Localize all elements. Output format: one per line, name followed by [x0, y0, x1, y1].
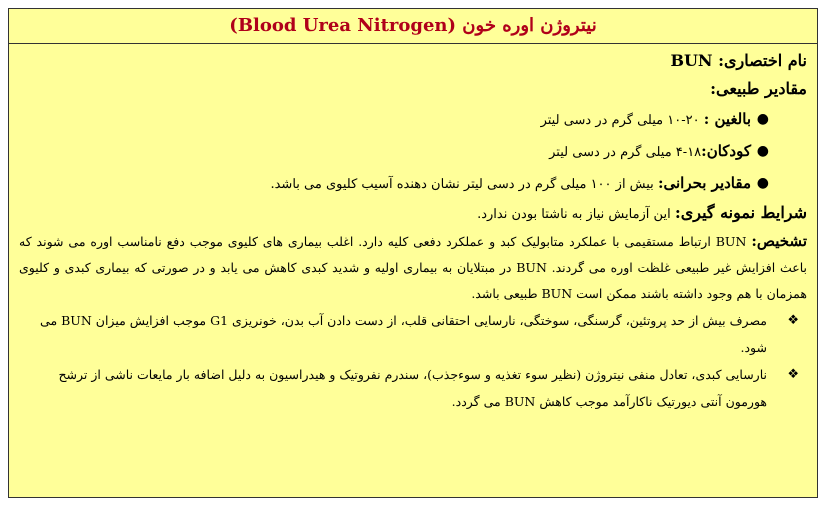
normal-heading-row — [19, 76, 807, 104]
note-text: مصرف بیش از حد پروتئین، گرسنگی، سوختگی، نارسایی احتقانی قلب، از دست دادن آب بدن، خونریزی G1 موجب افزایش میزان BUN می شود. — [40, 313, 767, 355]
sampling-label: شرایط نمونه گیری: — [674, 203, 807, 222]
diagnosis-paragraph — [19, 228, 807, 307]
list-item — [19, 361, 807, 415]
diagnosis-label: تشخیص: — [751, 232, 807, 250]
note-text: نارسایی کبدی، تعادل منفی نیتروژن (نظیر سوء تغذیه و سوءجذب)، سندرم نفروتیک و هیدراسیون به دلیل اضافه بار مایعات ناشی از ترشح هورمون آنتی دیورتیک ناکارآمد موجب کاهش BUN می گردد. — [58, 367, 767, 409]
disc-bullet-icon: ● — [756, 143, 769, 159]
sampling-row — [19, 200, 807, 228]
normal-values-heading: مقادیر طبیعی: — [710, 79, 807, 98]
sampling-text: این آزمایش نیاز به ناشتا بودن ندارد. — [477, 207, 675, 222]
info-card — [8, 8, 818, 498]
page-title: نیتروژن اوره خون (Blood Urea Nitrogen) — [9, 9, 817, 44]
critical-label: مقادیر بحرانی: — [657, 174, 751, 192]
abbrev-label: نام اختصاری: — [718, 51, 807, 70]
child-label: کودکان: — [701, 142, 751, 160]
abbrev-value: BUN — [670, 51, 719, 70]
diagnosis-text: BUN ارتباط مستقیمی با عملکرد متابولیک کبد و عملکرد دفعی کلیه دارد. اغلب بیماری های کلیوی موجب دفع نامناسب اوره می شوند که باعث افزایش غیر طبیعی غلظت اوره می گردند. BUN در مبتلایان به بیماری اولیه و شدید کبدی کاهش می یابد و در صورتی که بیماری کبدی و کلیوی همزمان با هم وجود داشته باشند ممکن است BUN طبیعی باشد. — [19, 234, 807, 301]
child-value: ۱۸-۴ میلی گرم در دسی لیتر — [549, 145, 702, 160]
card-content — [9, 44, 817, 415]
list-item — [19, 136, 807, 168]
critical-value: بیش از ۱۰۰ میلی گرم در دسی لیتر نشان دهنده آسیب کلیوی می باشد. — [270, 177, 658, 192]
abbrev-row — [19, 48, 807, 76]
list-item — [19, 104, 807, 136]
list-item — [19, 168, 807, 200]
disc-bullet-icon: ● — [756, 111, 769, 127]
list-item — [19, 307, 807, 361]
adult-label: بالغین : — [703, 110, 751, 128]
diamond-bullet-icon: ❖ — [787, 367, 799, 382]
adult-value: ۲۰-۱۰ میلی گرم در دسی لیتر — [540, 113, 704, 128]
normal-values-list — [19, 104, 807, 200]
notes-list — [19, 307, 807, 415]
disc-bullet-icon: ● — [756, 175, 769, 191]
diamond-bullet-icon: ❖ — [787, 313, 799, 328]
